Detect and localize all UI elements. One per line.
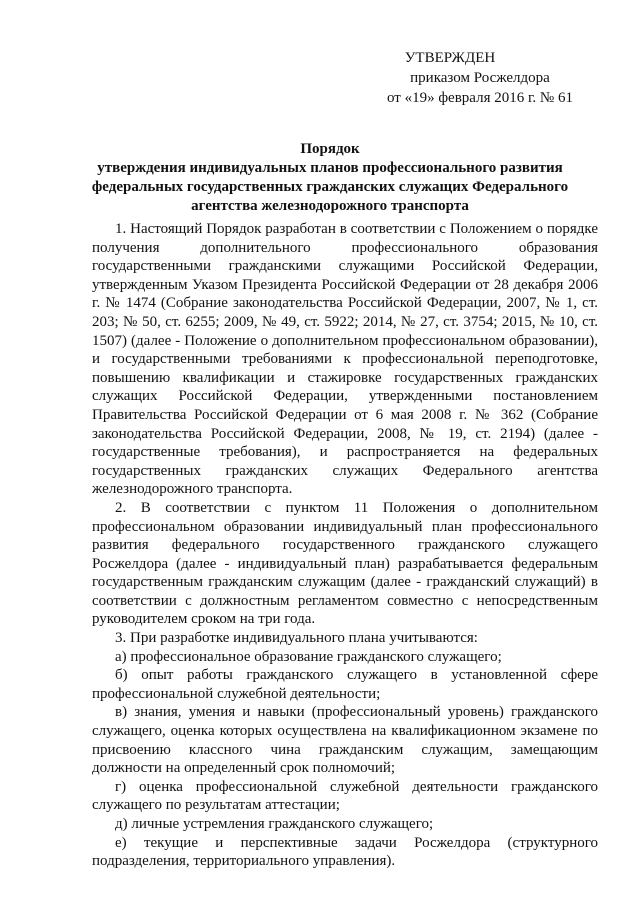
document-body bbox=[92, 220, 598, 871]
paragraph-2: 2. В соответствии с пунктом 11 Положения о дополнительном профессиональном образовании индивидуальный план профессионального развития федерального государственного гражданского служащего Росжелдора (далее - индивидуальный план) разрабатывается федеральным государственным гражданским служащим (далее - гражданский служащий) в соответствии с должностным регламентом совместно с непосредственным руководителем сроком на три года. bbox=[92, 499, 598, 628]
approval-order: приказом Росжелдора bbox=[410, 70, 550, 86]
title-line: агентства железнодорожного транспорта bbox=[191, 198, 469, 214]
item-e: е) текущие и перспективные задачи Росжелдора (структурного подразделения, территориального управления). bbox=[92, 834, 598, 870]
item-a: а) профессиональное образование гражданского служащего; bbox=[115, 648, 502, 665]
approval-status: УТВЕРЖДЕН bbox=[404, 50, 496, 66]
approval-date-number: от «19» февраля 2016 г. № 61 bbox=[386, 90, 573, 106]
item-d: д) личные устремления гражданского служащего; bbox=[115, 816, 434, 832]
paragraph-3: 3. При разработке индивидуального плана учитываются: bbox=[115, 630, 478, 647]
title-line: утверждения индивидуальных планов профессионального развития bbox=[97, 160, 563, 176]
item-g: г) оценка профессиональной служебной деятельности гражданского служащего по результатам аттестации; bbox=[92, 778, 598, 814]
title-line: федеральных государственных гражданских служащих Федерального bbox=[91, 179, 569, 195]
document-title bbox=[80, 140, 580, 216]
paragraph-1: 1. Настоящий Порядок разработан в соответствии с Положением о порядке получения дополнительного профессионального образования государственными гражданскими служащими Российской Федерации, утвержденным Указом Президента Российской Федерации от 28 декабря 2006 г. № 1474 (Собрание законодательства Российской Федерации, 2007, № 1, ст. 203; № 50, ст. 6255; 2009, № 49, ст. 5922; 2014, № 27, ст. 3754; 2015, № 10, ст. 1507) (далее - Положение о дополнительном профессиональном образовании), и государственными требованиями к профессиональной переподготовке, повышению квалификации и стажировке государственных гражданских служащих Российской Федерации, утвержденными постановлением Правительства Российской Федерации от 6 мая 2008 г. № 362 (Собрание законодательства Российской Федерации, 2008, № 19, ст. 2194) (далее - государственные требования), и распространяется на федеральных государственных гражданских служащих Федерального агентства железнодорожного транспорта. bbox=[92, 221, 598, 498]
item-v: в) знания, умения и навыки (профессиональный уровень) гражданского служащего, оценка которых осуществлена на квалификационном экзамене по присвоению классного чина гражданским служащим, замещающим должности на определенный срок полномочий; bbox=[92, 704, 598, 777]
title-heading: Порядок bbox=[300, 141, 360, 157]
approval-stamp bbox=[360, 48, 600, 108]
item-b: б) опыт работы гражданского служащего в установленной сфере профессиональной служебной деятельности; bbox=[92, 667, 598, 702]
